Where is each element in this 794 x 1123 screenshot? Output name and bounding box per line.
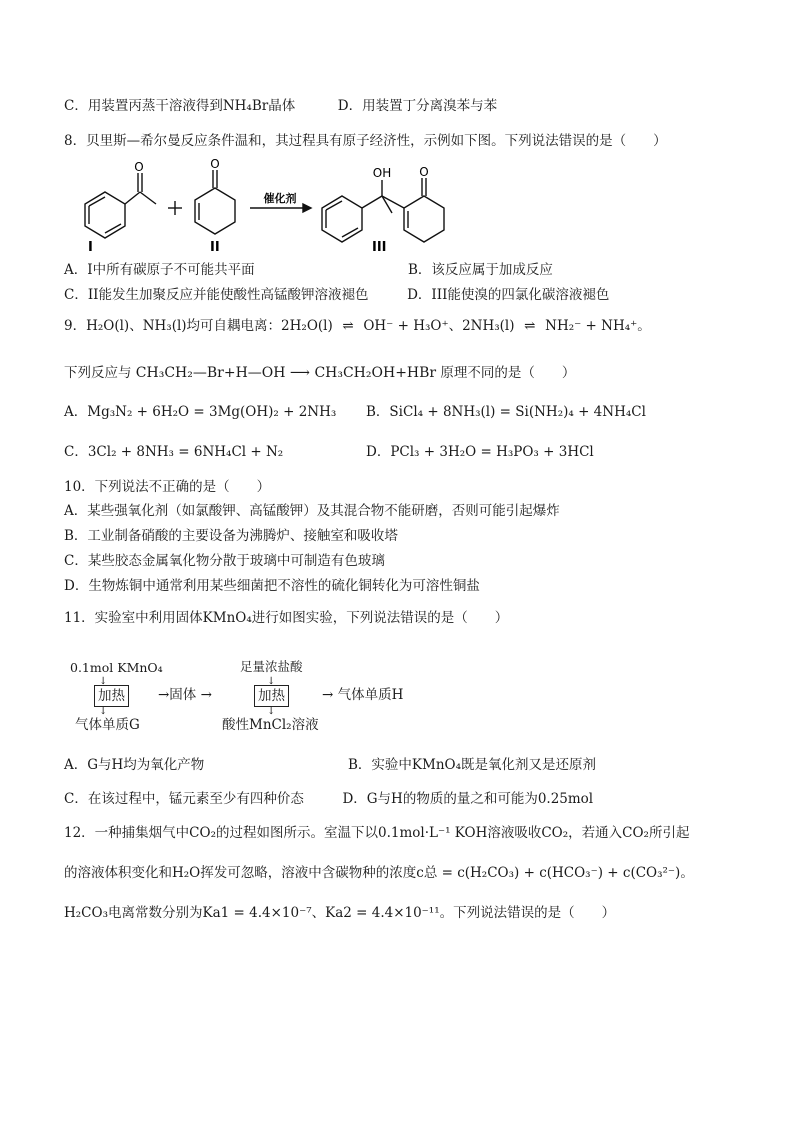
flow-solid: →固体 → xyxy=(158,687,212,703)
flow-acid-reagent: 足量浓盐酸 xyxy=(240,659,303,674)
q10-option-a: A．某些强氧化剂（如氯酸钾、高锰酸钾）及其混合物不能研磨，否则可能引起爆炸 xyxy=(64,503,560,519)
q9-option-a: A．Mg₃N₂ + 6H₂O = 3Mg(OH)₂ + 2NH₃ xyxy=(64,404,337,420)
q12-stem-line-1: 12．一种捕集烟气中CO₂的过程如图所示。室温下以0.1mol·L⁻¹ KOH溶液吸收CO₂，若通入CO₂所引起 xyxy=(64,825,690,841)
q11-option-a: A．G与H均为氧化产物 xyxy=(64,757,205,773)
equilibrium-arrow-icon: ⇌ xyxy=(342,318,354,334)
q11-option-c: C．在该过程中，锰元素至少有四种价态 xyxy=(64,791,304,807)
catalyst-label: 催化剂 xyxy=(263,192,297,205)
q9-option-b: B．SiCl₄ + 8NH₃(l) = Si(NH₂)₄ + 4NH₄Cl xyxy=(366,404,646,420)
q10-option-c: C．某些胶态金属氧化物分散于玻璃中可制造有色玻璃 xyxy=(64,553,385,569)
q9-option-c: C．3Cl₂ + 8NH₃ = 6NH₄Cl + N₂ xyxy=(64,444,284,460)
heat-step-1: 加热 xyxy=(94,685,129,707)
flow-mncl2-solution: 酸性MnCl₂溶液 xyxy=(222,717,319,733)
q9-number: 9． xyxy=(64,318,87,334)
q11-option-d: D．G与H的物质的量之和可能为0.25mol xyxy=(342,791,594,807)
q9-stem-part-1: H₂O(l)、NH₃(l)均可自耦电离：2H₂O(l) xyxy=(86,318,333,334)
arrow-down-icon: ↓ xyxy=(99,706,108,717)
heat-step-2: 加热 xyxy=(254,685,289,707)
equilibrium-arrow-icon: ⇌ xyxy=(524,318,536,334)
q11-stem: 11．实验室中利用固体KMnO₄进行如图实验，下列说法错误的是（ ） xyxy=(64,610,509,626)
q9-stem-part-3: NH₂⁻ + NH₄⁺。 xyxy=(545,318,651,334)
q7-option-c: C．用装置丙蒸干溶液得到NH₄Br晶体 xyxy=(64,98,296,114)
q12-stem-line-2: 的溶液体积变化和H₂O挥发可忽略，溶液中含碳物种的浓度c总 = c(H₂CO₃) + c(HCO₃⁻) + c(CO₃²⁻)。 xyxy=(64,865,694,881)
q7-option-d: D．用装置丁分离溴苯与苯 xyxy=(337,98,498,114)
q8-option-d: D．III能使溴的四氯化碳溶液褪色 xyxy=(407,287,610,303)
baylis-hillman-reaction-scheme xyxy=(60,158,480,254)
flow-start-reagent: 0.1mol KMnO₄ xyxy=(70,660,163,675)
q9-stem xyxy=(64,316,651,336)
flow-gas-h: → 气体单质H xyxy=(322,687,404,703)
q8-option-row-1 xyxy=(64,260,255,280)
q8-stem: 8．贝里斯—希尔曼反应条件温和，其过程具有原子经济性，示例如下图。下列说法错误的是（ ） xyxy=(64,133,667,149)
compound-2-structure xyxy=(195,170,235,234)
q11-option-row-2 xyxy=(64,789,593,809)
carbonyl-o-label-1: O xyxy=(134,160,144,174)
q12-stem-line-3: H₂CO₃电离常数分别为Ka1 = 4.4×10⁻⁷、Ka2 = 4.4×10⁻¹¹。下列说法错误的是（ ） xyxy=(64,905,616,921)
compound-3-structure xyxy=(322,178,444,242)
q9-stem-part-2: OH⁻ + H₃O⁺、2NH₃(l) xyxy=(363,318,515,334)
compound-2-label: II xyxy=(210,240,220,254)
q8-option-b: B．该反应属于加成反应 xyxy=(408,262,553,278)
q9-reference-reaction xyxy=(64,363,575,383)
q8-option-c: C．II能发生加聚反应并能使酸性高锰酸钾溶液褪色 xyxy=(64,287,369,303)
carbonyl-o-label-3: O xyxy=(419,165,429,179)
q8-option-a: A．I中所有碳原子不可能共平面 xyxy=(64,262,255,278)
carbonyl-o-label-2: O xyxy=(210,158,220,171)
q11-option-b: B．实验中KMnO₄既是氧化剂又是还原剂 xyxy=(348,757,597,773)
q9-option-d: D．PCl₃ + 3H₂O = H₃PO₃ + 3HCl xyxy=(366,444,594,460)
compound-1-label: I xyxy=(88,240,93,254)
q10-option-b: B．工业制备硝酸的主要设备为沸腾炉、接触室和吸收塔 xyxy=(64,528,398,544)
q7-option-row xyxy=(64,96,497,116)
q8-option-row-2 xyxy=(64,285,609,305)
compound-3-label: III xyxy=(372,240,387,254)
arrow-down-icon: ↓ xyxy=(99,676,108,687)
q10-stem: 10．下列说法不正确的是（ ） xyxy=(64,479,271,495)
q9-react-suffix: 原理不同的是（ ） xyxy=(440,365,576,381)
q9-react-formula: CH₃CH₂—Br+H—OH ⟶ CH₃CH₂OH+HBr xyxy=(135,365,437,381)
arrow-down-icon: ↓ xyxy=(267,706,276,717)
q9-react-prefix: 下列反应与 xyxy=(64,365,132,381)
arrow-down-icon: ↓ xyxy=(267,676,276,687)
compound-1-structure xyxy=(85,173,156,238)
q10-option-d: D．生物炼铜中通常利用某些细菌把不溶性的硫化铜转化为可溶性铜盐 xyxy=(64,578,480,594)
hydroxyl-label: OH xyxy=(372,166,392,180)
flow-gas-g: 气体单质G xyxy=(75,717,140,733)
